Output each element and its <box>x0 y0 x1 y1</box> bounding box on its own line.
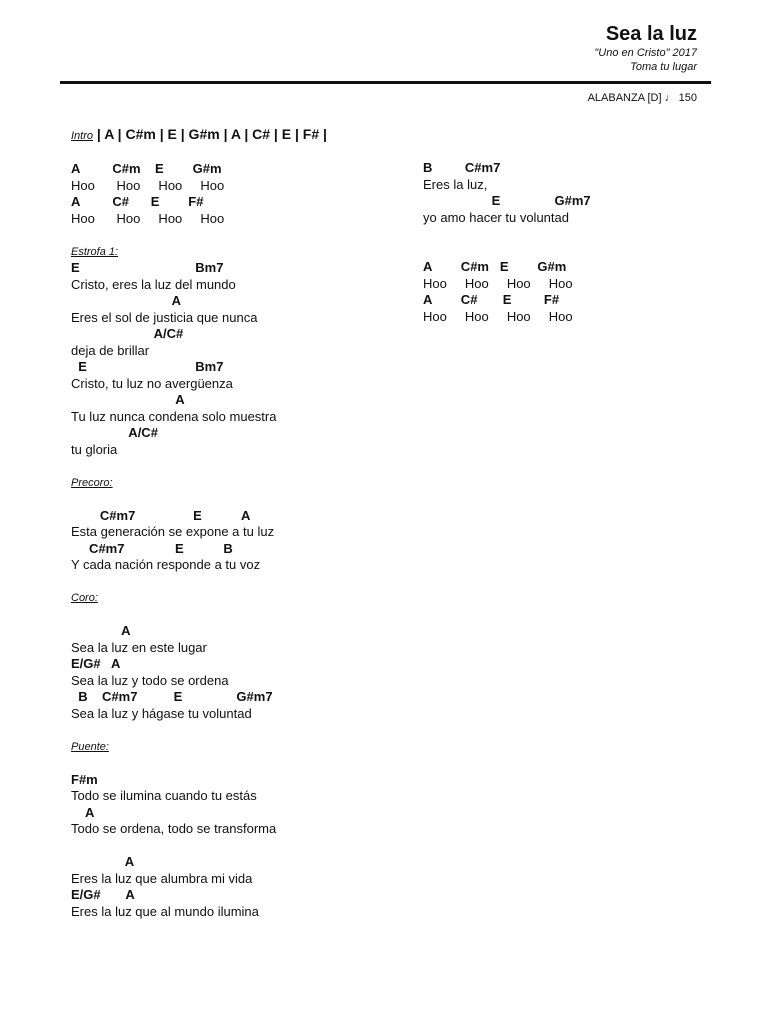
chord-line: A <box>71 293 182 308</box>
spacer <box>423 243 763 260</box>
intro-line <box>71 125 327 145</box>
chord-line: A/C# <box>71 326 184 341</box>
chord-line: A C# E F# <box>423 292 560 307</box>
lyric-line: Y cada nación responde a tu voz <box>71 557 261 572</box>
section-label: Puente: <box>71 740 109 753</box>
section-label: Estrofa 1: <box>71 245 119 258</box>
spacer <box>423 226 763 243</box>
lyric-line: Hoo Hoo Hoo Hoo <box>71 177 225 193</box>
chord-line: E/G# A <box>71 887 135 902</box>
section-label: Precoro: <box>71 476 113 489</box>
spacer <box>71 458 411 475</box>
intro-label: Intro <box>71 130 94 142</box>
lyric-line: Tu luz nunca condena solo muestra <box>71 408 277 424</box>
chord-line: F#m <box>71 771 98 787</box>
lyric-line: tu gloria <box>71 441 118 457</box>
lyric-line: Todo se ordena, todo se transforma <box>71 821 277 836</box>
song-title: Sea la luz <box>605 23 697 45</box>
chord-line: E Bm7 <box>71 359 224 374</box>
lyric-line: deja de brillar <box>71 342 150 358</box>
chord-line: E/G# A <box>71 656 121 671</box>
lyric-line: Eres el sol de justicia que nunca <box>71 309 258 325</box>
chord-line: C#m7 E B <box>71 540 233 556</box>
chord-line: A <box>71 854 135 869</box>
lyric-line: Todo se ilumina cuando tu estás <box>71 788 257 803</box>
chord-line: A C# E F# <box>71 194 204 209</box>
lyric-line: Cristo, tu luz no avergüenza <box>71 375 233 391</box>
chord-line: B C#m7 E G#m7 <box>71 689 273 704</box>
lyric-line: Hoo Hoo Hoo Hoo <box>423 275 573 291</box>
chord-line: A <box>71 804 95 820</box>
spacer <box>71 227 411 244</box>
artist-subtitle: Toma tu lugar <box>630 61 697 73</box>
lyric-line: Eres la luz que al mundo ilumina <box>71 903 259 919</box>
lyric-line: Sea la luz en este lugar <box>71 639 207 655</box>
lyric-line: Hoo Hoo Hoo Hoo <box>423 308 573 324</box>
lyric-line: yo amo hacer tu voluntad <box>423 209 569 225</box>
chord-line: A <box>71 392 185 407</box>
chord-line: E G#m7 <box>423 193 591 208</box>
lyric-line: Esta generación se expone a tu luz <box>71 524 275 539</box>
spacer <box>71 755 411 772</box>
chord-line: E Bm7 <box>71 260 224 275</box>
song-meta: ALABANZA [D] ♩ 150 <box>587 92 697 104</box>
album-subtitle: "Uno en Cristo" 2017 <box>594 47 697 59</box>
chord-line: A C#m E G#m <box>423 259 567 274</box>
lyric-line: Cristo, eres la luz del mundo <box>71 276 236 292</box>
lyric-line: Eres la luz, <box>423 176 488 192</box>
chord-line: A <box>71 623 131 638</box>
left-column <box>71 161 411 920</box>
spacer <box>71 838 411 855</box>
lyric-line: Sea la luz y todo se ordena <box>71 672 229 688</box>
lyric-line: Hoo Hoo Hoo Hoo <box>71 210 225 226</box>
chord-line: B C#m7 <box>423 160 501 175</box>
lyric-line: Eres la luz que alumbra mi vida <box>71 870 253 886</box>
chord-line: A/C# <box>71 425 158 440</box>
right-column <box>423 160 763 325</box>
spacer <box>71 607 411 624</box>
spacer <box>71 491 411 508</box>
spacer <box>71 574 411 591</box>
lyric-line: Sea la luz y hágase tu voluntad <box>71 705 252 721</box>
section-label: Coro: <box>71 592 98 604</box>
header-divider <box>60 81 711 84</box>
spacer <box>71 722 411 739</box>
intro-chords: | A | C#m | E | G#m | A | C# | E | F# | <box>93 126 327 142</box>
chord-line: A C#m E G#m <box>71 161 222 176</box>
chord-line: C#m7 E A <box>71 507 251 523</box>
